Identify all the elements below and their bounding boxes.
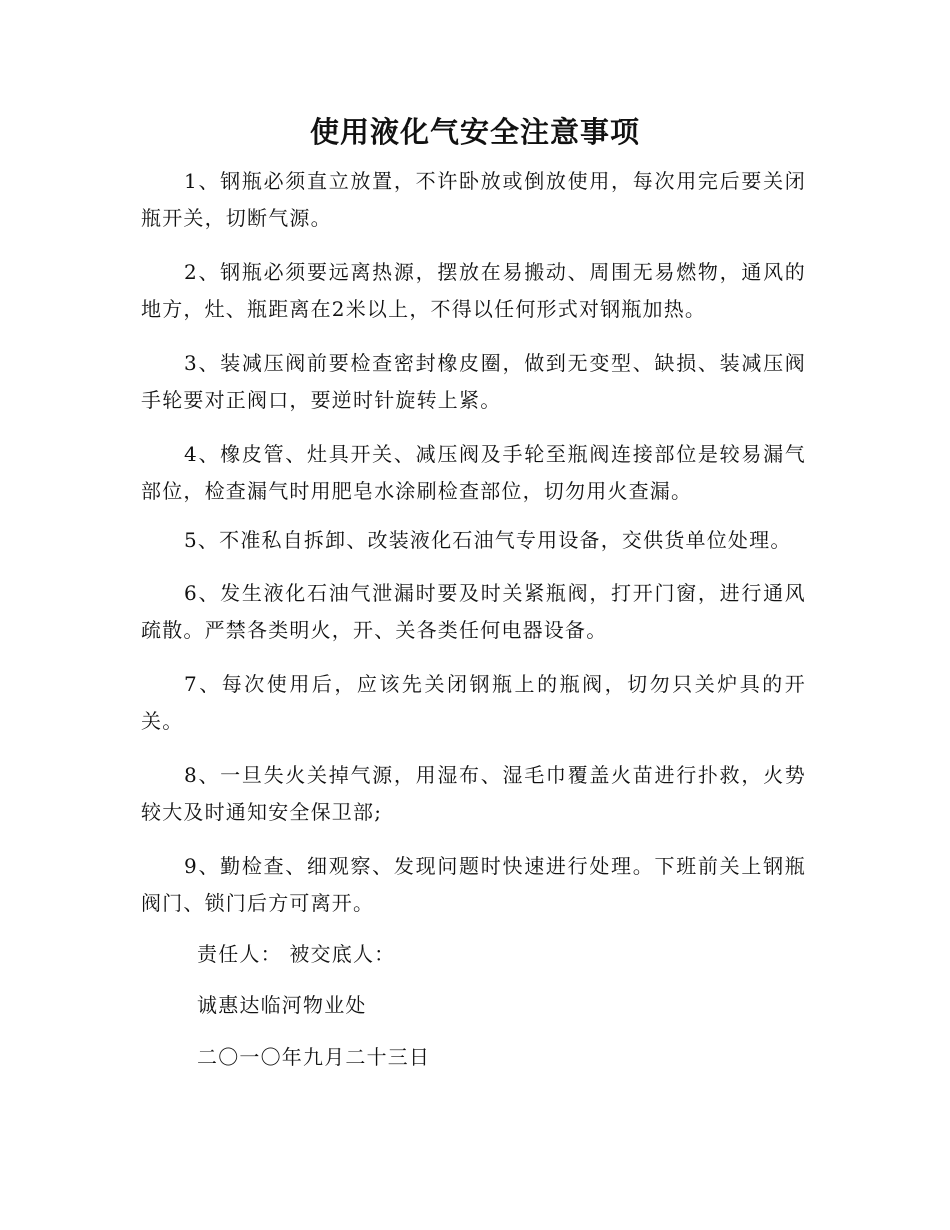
item-5: 5、不准私自拆卸、改装液化石油气专用设备，交供货单位处理。 xyxy=(184,528,792,552)
item-2: 2、钢瓶必须要远离热源，摆放在易搬动、周围无易燃物，通风的地方，灶、瓶距离在2米以上，不得以任何形式对钢瓶加热。 xyxy=(141,260,806,321)
organization-line: 诚惠达临河物业处 xyxy=(197,993,367,1017)
item-8: 8、一旦失火关掉气源，用湿布、湿毛巾覆盖火苗进行扑救，火势较大及时通知安全保卫部; xyxy=(141,763,806,824)
item-4: 4、橡皮管、灶具开关、减压阀及手轮至瓶阀连接部位是较易漏气部位，检查漏气时用肥皂水涂刷检查部位，切勿用火查漏。 xyxy=(141,442,806,503)
document-title: 使用液化气安全注意事项 xyxy=(309,115,640,149)
item-3: 3、装减压阀前要检查密封橡皮圈，做到无变型、缺损、装减压阀手轮要对正阀口，要逆时针旋转上紧。 xyxy=(141,351,806,412)
item-9: 9、勤检查、细观察、发现问题时快速进行处理。下班前关上钢瓶阀门、锁门后方可离开。 xyxy=(141,854,806,915)
date-line: 二〇一〇年九月二十三日 xyxy=(197,1045,431,1069)
item-1: 1、钢瓶必须直立放置，不许卧放或倒放使用，每次用完后要关闭瓶开关，切断气源。 xyxy=(141,169,806,230)
item-7: 7、每次使用后，应该先关闭钢瓶上的瓶阀，切勿只关炉具的开关。 xyxy=(141,672,806,733)
item-6: 6、发生液化石油气泄漏时要及时关紧瓶阀，打开门窗，进行通风疏散。严禁各类明火，开、关各类任何电器设备。 xyxy=(141,581,806,642)
responsible-line: 责任人： 被交底人： xyxy=(197,942,396,966)
